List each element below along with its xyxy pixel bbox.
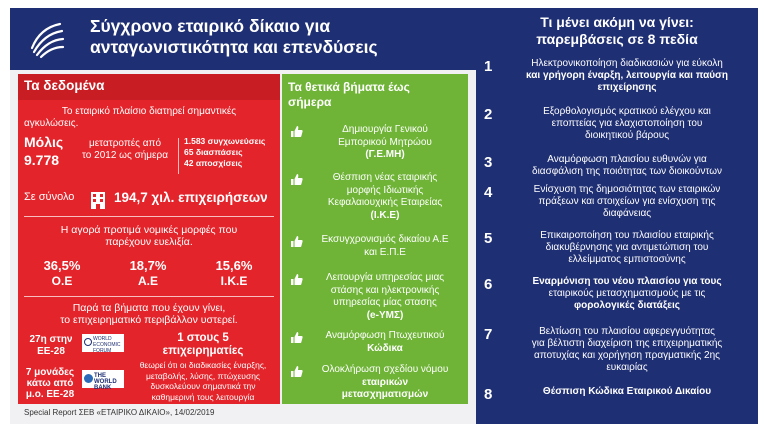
forms-text: Η αγορά προτιμά νομικές μορφές που παρέχουν ευελιξία. <box>60 224 238 248</box>
sev-logo-icon <box>26 18 68 60</box>
total-value: 194,7 χιλ. επιχειρήσεων <box>114 190 268 205</box>
remaining-title: Τι μένει ακόμη να γίνει: παρεμβάσεις σε 8 πεδία <box>536 14 698 47</box>
changes-count: 9.778 <box>24 152 60 168</box>
positive-steps-heading: Τα θετικά βήματα έως σήμερα <box>288 80 410 109</box>
remaining-panel: Τι μένει ακόμη να γίνει: παρεμβάσεις σε 8 πεδία 1 Ηλεκτρονικοποίηση διαδικασιών για εύκολη και γρήγορη έναρξη, λειτουργία και παύση επιχείρησης 2 Εξορθολογισμός κρατικού ελέγχου και εποπτείας για ελαχιστοποίηση του διοικητικού βάρους 3 Αναμόρφωση πλαισίου ευθυνών για διασφάλιση της ποιότητας των διοικούντων 4 Ενίσχυση της δημοσιότητας των εταιρικών πράξεων και στοιχείων για ενίσχυση της διαφάνειας 5 Επικαιροποίηση του πλαισίου εταιρικής διακυβέρνησης για αντιμετώπιση του ελλείμματος εμπιστοσύνης 6 Εναρμόνιση του νέου πλαισίου για τους εταιρικούς μετασχηματισμούς με τις φορολογικές διατάξεις 7 Βελτίωση του πλαισίου αφερεγγυότητας για βέλτιστη διαχείριση της επιχειρηματικής αποτυχίας και χορήγηση πραγματικής 2ης ευκαιρίας 8 Θέσπιση Κώδικα Εταιρικού Δικαίου <box>476 8 758 424</box>
units-text: 7 μονάδες κάτω από μ.ο. ΕΕ-28 <box>25 367 75 400</box>
intro-text: Το εταιρικό πλαίσιο διατηρεί σημαντικές αγκυλώσεις. <box>24 106 237 129</box>
data-panel-header: Τα δεδομένα <box>18 74 280 100</box>
form-ae-label: Α.Ε <box>137 274 158 288</box>
world-bank-logo: THE WORLD BANK <box>82 370 124 388</box>
building-icon <box>90 191 106 209</box>
data-panel <box>18 74 280 404</box>
divider <box>178 138 179 174</box>
rank-text: 27η στην ΕΕ-28 <box>29 334 73 357</box>
thumbs-up-icon <box>290 235 303 248</box>
source-footer: Special Report ΣΕΒ «ΕΤΑΙΡΙΚΟ ΔΙΚΑΙΟ», 14/02/2019 <box>24 408 215 417</box>
form-oe-label: Ο.Ε <box>51 274 73 288</box>
thumbs-up-icon <box>290 173 303 186</box>
page-title: Σύγχρονο εταιρικό δίκαιο για ανταγωνιστικότητα και επενδύσεις <box>90 16 378 57</box>
lag-text: Παρά τα βήματα που έχουν γίνει, το επιχειρηματικό περιβάλλον υστερεί. <box>60 302 238 326</box>
thumbs-up-icon <box>290 365 303 378</box>
thumbs-up-icon <box>290 331 303 344</box>
divider <box>24 296 274 297</box>
changes-text: μετατροπές από το 2012 ως σήμερα <box>81 138 168 161</box>
molis-label: Μόλις <box>24 134 64 150</box>
form-ike-label: Ι.Κ.Ε <box>220 274 248 288</box>
divider <box>24 216 274 217</box>
one-in-five-desc: θεωρεί ότι οι διαδικασίες έναρξης, μεταβολής, λύσης, πτώχευσης δυσκολεύουν σημαντικά την καθημερινή τους λειτουργία <box>139 360 267 402</box>
form-ae-value: 18,7% <box>129 258 167 273</box>
form-oe-value: 36,5% <box>43 258 81 273</box>
mergers-breakdown: 1.583 συγχωνεύσεις 65 διασπάσεις 42 αποσχίσεις <box>184 136 266 168</box>
one-in-five-heading: 1 στους 5 επιχειρηματίες <box>162 332 244 357</box>
thumbs-up-icon <box>290 125 303 138</box>
wef-logo: WORLD ECONOMIC FORUM <box>82 334 124 352</box>
total-label: Σε σύνολο <box>24 191 75 203</box>
thumbs-up-icon <box>290 273 303 286</box>
infographic <box>10 8 758 424</box>
positive-steps-panel: Τα θετικά βήματα έως σήμερα Δημιουργία Γενικού Εμπορικού Μητρώου (Γ.Ε.ΜΗ) Θέσπιση νέας εταιρικής μορφής Ιδιωτικής Κεφαλαιουχικής Εταιρείας (Ι.Κ.Ε) Εκσυγχρονισμός δικαίου Α.Ε και Ε.Π.Ε Λειτουργία υπηρεσίας μιας στάσης και ηλεκτρονικής υπηρεσίας μίας στασης (e-ΥΜΣ) Αναμόρφωση Πτωχευτικού Κώδικα Ολοκλήρωση σχεδίου νόμου εταιρικών μετασχηματισμών <box>282 74 468 404</box>
header <box>10 8 476 70</box>
form-ike-value: 15,6% <box>215 258 253 273</box>
